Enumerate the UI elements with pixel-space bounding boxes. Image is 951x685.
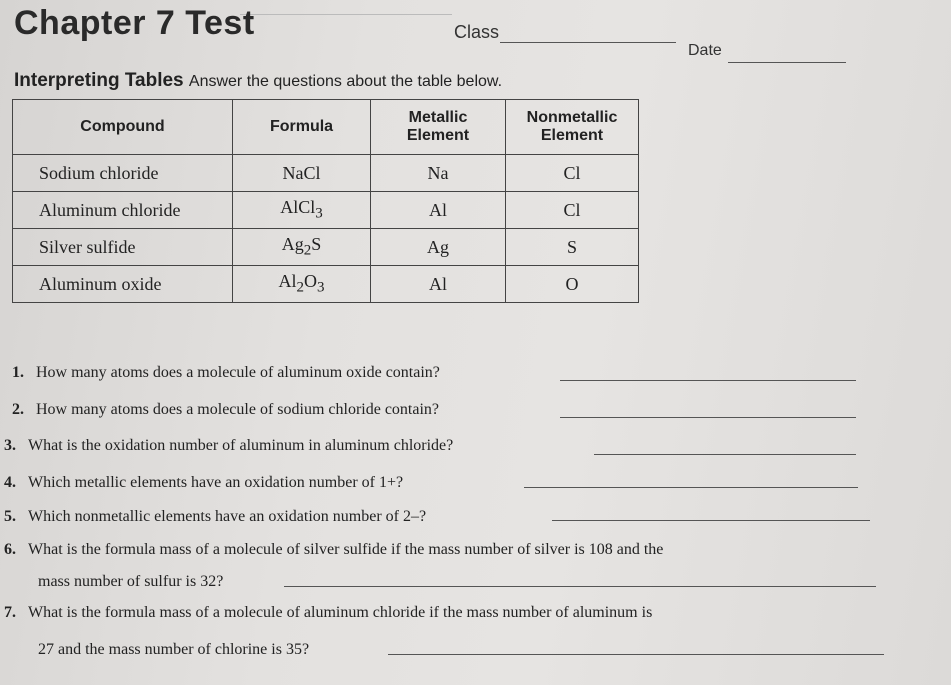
table-row: [13, 192, 639, 229]
question-5: 5. Which nonmetallic elements have an oxidation number of 2–?: [4, 508, 427, 525]
question-6-cont: mass number of sulfur is 32?: [38, 573, 224, 590]
nonmetal-cell: Cl: [506, 155, 639, 192]
compound-cell: Aluminum oxide: [13, 266, 233, 303]
metal-cell: Al: [371, 266, 506, 303]
section-instruction: Answer the questions about the table below.: [188, 73, 503, 90]
question-7-cont: 27 and the mass number of chlorine is 35?: [38, 641, 310, 658]
page-title: Chapter 7 Test: [14, 4, 255, 42]
top-rule: [240, 14, 452, 15]
section-heading-row: [14, 70, 502, 92]
answer-line-7[interactable]: [388, 654, 884, 655]
header-formula: Formula: [233, 100, 371, 155]
question-6: 6. What is the formula mass of a molecule of silver sulfide if the mass number of silver is 108 and the: [4, 541, 664, 558]
nonmetal-cell: S: [506, 229, 639, 266]
class-label: Class: [454, 22, 500, 42]
formula-cell: NaCl: [233, 155, 371, 192]
answer-line-1[interactable]: [560, 380, 856, 381]
table-row: [13, 266, 639, 303]
compound-cell: Silver sulfide: [13, 229, 233, 266]
metal-cell: Ag: [371, 229, 506, 266]
header-metallic-element: Metallic Element: [371, 100, 506, 155]
table-header-row: [13, 100, 639, 155]
question-2: 2. How many atoms does a molecule of sodium chloride contain?: [12, 401, 440, 418]
question-7: 7. What is the formula mass of a molecule of aluminum chloride if the mass number of aluminum is: [4, 604, 653, 621]
class-answer-line[interactable]: [500, 42, 676, 43]
date-answer-line[interactable]: [728, 62, 846, 63]
nonmetal-cell: Cl: [506, 192, 639, 229]
formula-cell: AlCl$_3$: [233, 192, 371, 229]
section-heading: Interpreting Tables: [14, 70, 184, 91]
answer-line-5[interactable]: [552, 520, 870, 521]
answer-line-2[interactable]: [560, 417, 856, 418]
metal-cell: Na: [371, 155, 506, 192]
compound-cell: Sodium chloride: [13, 155, 233, 192]
question-4: 4. Which metallic elements have an oxidation number of 1+?: [4, 474, 404, 491]
table-row: [13, 155, 639, 192]
question-1: 1. How many atoms does a molecule of aluminum oxide contain?: [12, 364, 440, 381]
compound-cell: Aluminum chloride: [13, 192, 233, 229]
header-compound: Compound: [13, 100, 233, 155]
answer-line-4[interactable]: [524, 487, 858, 488]
table-row: [13, 229, 639, 266]
formula-cell: $Ag_2S$: [233, 229, 371, 266]
compound-table: [12, 99, 639, 303]
metal-cell: Al: [371, 192, 506, 229]
nonmetal-cell: O: [506, 266, 639, 303]
question-3: 3. What is the oxidation number of aluminum in aluminum chloride?: [4, 437, 454, 454]
formula-cell: $Al_2O_3$: [233, 266, 371, 303]
date-label: Date: [688, 42, 722, 59]
answer-line-3[interactable]: [594, 454, 856, 455]
answer-line-6[interactable]: [284, 586, 876, 587]
header-nonmetallic-element: Nonmetallic Element: [506, 100, 639, 155]
